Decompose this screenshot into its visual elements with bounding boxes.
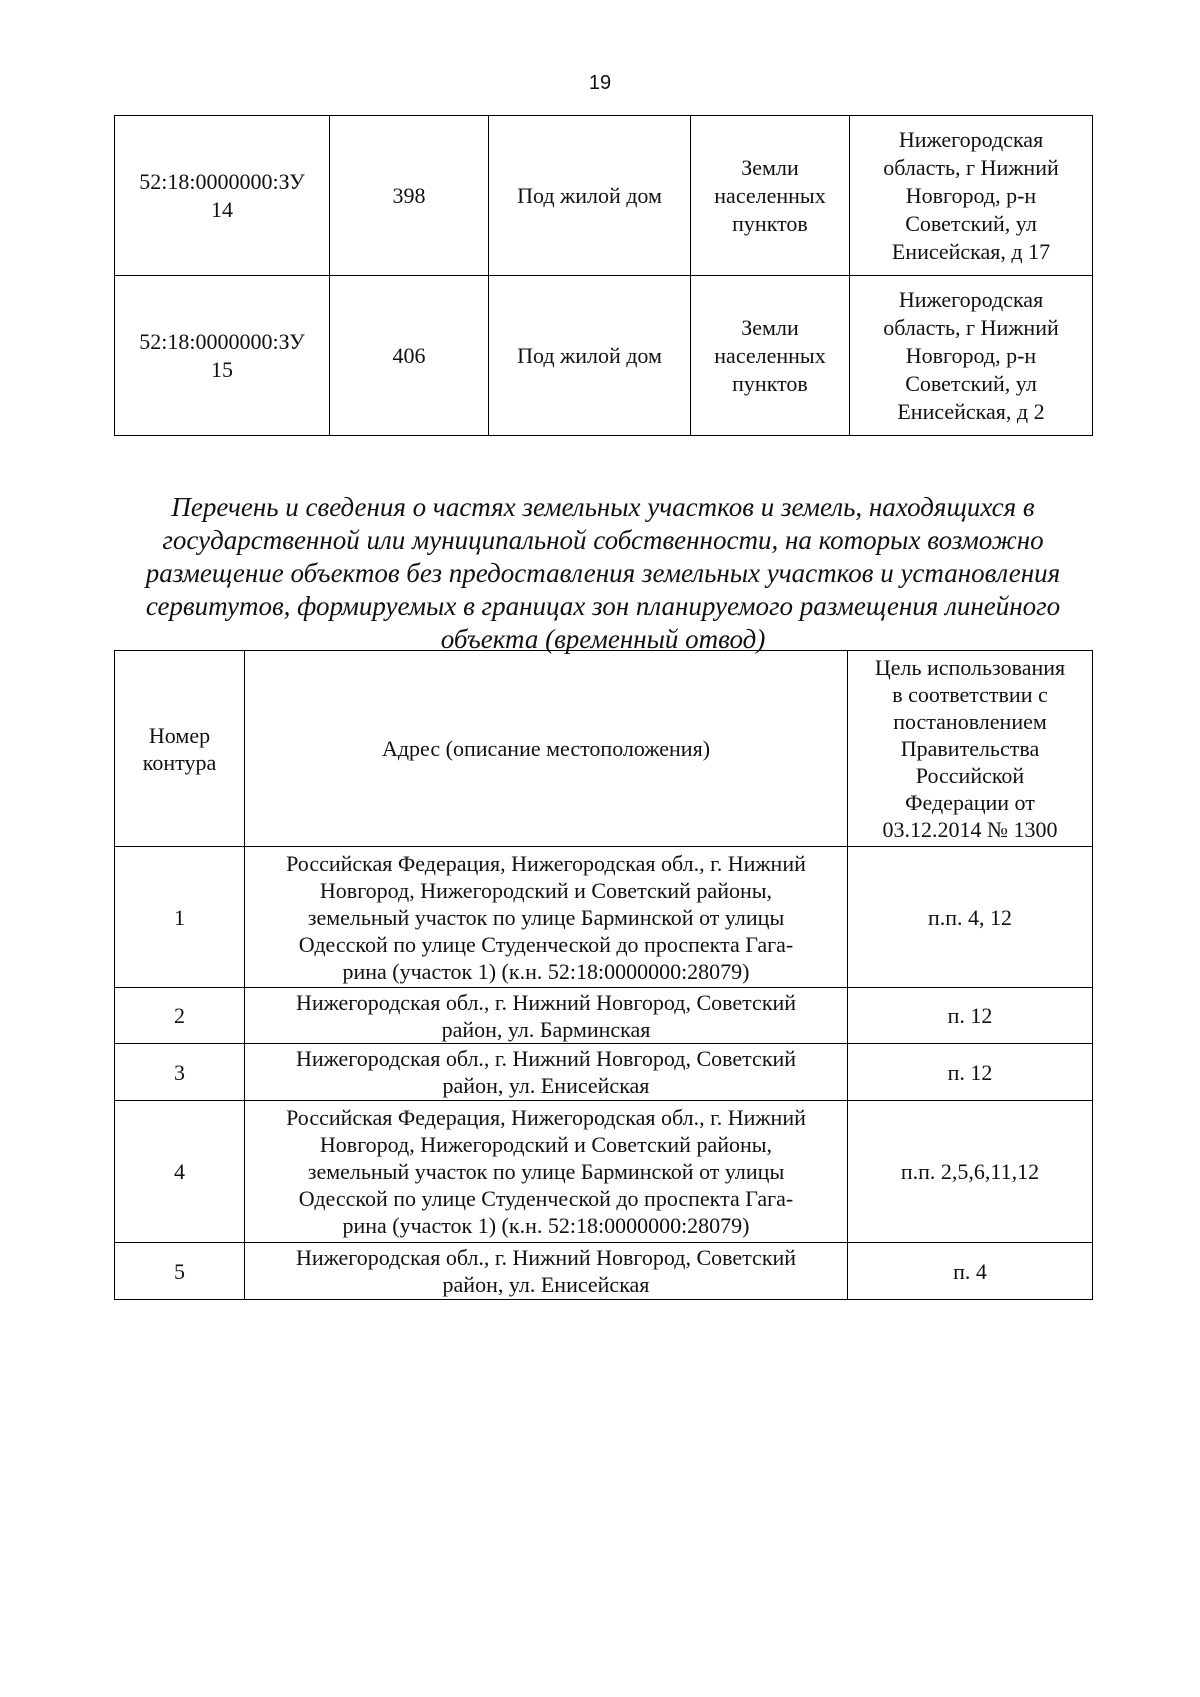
heading-line: размещение объектов без предоставления земельных участков и установления bbox=[145, 558, 1061, 588]
address-line: рина (участок 1) (к.н. 52:18:0000000:28079) bbox=[342, 1213, 750, 1238]
address-line: Нижегородская bbox=[898, 126, 1044, 152]
address-line: Новгород, Нижегородский и Советский районы, bbox=[319, 877, 773, 903]
category-line: населенных bbox=[714, 342, 826, 368]
address-line: рина (участок 1) (к.н. 52:18:0000000:28079) bbox=[342, 958, 750, 984]
header-line: в соответствии с bbox=[892, 682, 1048, 707]
contour-address bbox=[245, 1101, 848, 1243]
heading-line: Перечень и сведения о частях земельных участков и земель, находящихся в bbox=[171, 492, 1035, 522]
contour-purpose: п.п. 2,5,6,11,12 bbox=[848, 1101, 1093, 1243]
parcel-category-cell bbox=[691, 116, 850, 276]
parcel-use-cell: Под жилой дом bbox=[489, 116, 691, 276]
contour-number: 2 bbox=[115, 988, 245, 1044]
category-line: Земли bbox=[741, 314, 799, 340]
table-row bbox=[115, 1101, 1093, 1243]
parcel-id-line: 15 bbox=[211, 356, 233, 382]
heading-line: государственной или муниципальной собственности, на которых возможно bbox=[162, 525, 1044, 555]
header-line: контура bbox=[142, 749, 217, 775]
address-line: Российская Федерация, Нижегородская обл., г. Нижний bbox=[286, 1105, 806, 1130]
header-line: Правительства bbox=[900, 736, 1040, 761]
section-heading bbox=[114, 491, 1092, 656]
table-row bbox=[115, 988, 1093, 1044]
parcel-address-cell bbox=[850, 116, 1093, 276]
header-line: постановлением bbox=[893, 709, 1047, 734]
address-line: область, г Нижний bbox=[883, 314, 1059, 340]
heading-line: сервитутов, формируемых в границах зон планируемого размещения линейного bbox=[145, 591, 1061, 621]
address-line: Нижегородская обл., г. Нижний Новгород, Советский bbox=[295, 1245, 797, 1270]
parcel-id-cell bbox=[115, 116, 330, 276]
address-line: область, г Нижний bbox=[883, 154, 1059, 180]
address-line: Енисейская, д 2 bbox=[897, 398, 1045, 424]
address-line: Одесской по улице Студенческой до проспекта Гага- bbox=[298, 931, 794, 957]
address-line: Енисейская, д 17 bbox=[891, 238, 1051, 264]
address-line: Одесской по улице Студенческой до проспекта Гага- bbox=[298, 1186, 794, 1211]
header-line: Российской bbox=[915, 763, 1025, 788]
parcel-id-cell bbox=[115, 276, 330, 436]
contour-purpose: п.п. 4, 12 bbox=[848, 847, 1093, 988]
contour-address bbox=[245, 847, 848, 988]
address-line: Советский, ул bbox=[905, 370, 1037, 396]
parcel-area-cell: 398 bbox=[330, 116, 489, 276]
contour-number: 4 bbox=[115, 1101, 245, 1243]
contour-number: 5 bbox=[115, 1243, 245, 1300]
table-row bbox=[115, 1044, 1093, 1101]
address-line: Советский, ул bbox=[905, 210, 1037, 236]
contour-purpose: п. 12 bbox=[848, 988, 1093, 1044]
header-number bbox=[115, 651, 245, 847]
contour-address bbox=[245, 1243, 848, 1300]
parcel-id-line: 14 bbox=[211, 196, 233, 222]
category-line: пунктов bbox=[732, 370, 808, 396]
address-line: Нижегородская bbox=[898, 286, 1044, 312]
parcel-category-cell bbox=[691, 276, 850, 436]
category-line: населенных bbox=[714, 182, 826, 208]
header-line: Цель использования bbox=[874, 655, 1066, 680]
address-line: Новгород, р-н bbox=[905, 342, 1037, 368]
contour-address bbox=[245, 1044, 848, 1101]
address-line: земельный участок по улице Барминской от улицы bbox=[307, 904, 785, 930]
category-line: пунктов bbox=[732, 210, 808, 236]
address-line: район, ул. Барминская bbox=[441, 1016, 651, 1042]
table-row bbox=[115, 116, 1093, 276]
address-line: земельный участок по улице Барминской от улицы bbox=[307, 1159, 785, 1184]
parcels-table bbox=[114, 115, 1093, 436]
table-row bbox=[115, 276, 1093, 436]
page-number: 19 bbox=[588, 72, 612, 94]
table-header-row bbox=[115, 651, 1093, 847]
contours-table bbox=[114, 650, 1093, 1300]
address-line: Российская Федерация, Нижегородская обл., г. Нижний bbox=[286, 850, 806, 876]
contour-number: 1 bbox=[115, 847, 245, 988]
parcel-address-cell bbox=[850, 276, 1093, 436]
address-line: Новгород, р-н bbox=[905, 182, 1037, 208]
table-row bbox=[115, 847, 1093, 988]
parcel-use-cell: Под жилой дом bbox=[489, 276, 691, 436]
category-line: Земли bbox=[741, 154, 799, 180]
parcel-id-line: 52:18:0000000:ЗУ bbox=[139, 168, 305, 194]
address-line: район, ул. Енисейская bbox=[442, 1272, 650, 1297]
address-line: Нижегородская обл., г. Нижний Новгород, Советский bbox=[295, 989, 797, 1015]
contour-address bbox=[245, 988, 848, 1044]
table-row bbox=[115, 1243, 1093, 1300]
contour-purpose: п. 12 bbox=[848, 1044, 1093, 1101]
header-address: Адрес (описание местоположения) bbox=[245, 651, 848, 847]
contour-purpose: п. 4 bbox=[848, 1243, 1093, 1300]
header-line: 03.12.2014 № 1300 bbox=[882, 817, 1058, 842]
header-line: Номер bbox=[148, 722, 211, 748]
parcel-area-cell: 406 bbox=[330, 276, 489, 436]
contour-number: 3 bbox=[115, 1044, 245, 1101]
address-line: Новгород, Нижегородский и Советский районы, bbox=[319, 1132, 773, 1157]
address-line: Нижегородская обл., г. Нижний Новгород, Советский bbox=[295, 1046, 797, 1071]
parcel-id-line: 52:18:0000000:ЗУ bbox=[139, 328, 305, 354]
address-line: район, ул. Енисейская bbox=[442, 1073, 650, 1098]
header-line: Федерации от bbox=[905, 790, 1035, 815]
header-purpose bbox=[848, 651, 1093, 847]
heading-line: объекта (временный отвод) bbox=[440, 624, 766, 654]
